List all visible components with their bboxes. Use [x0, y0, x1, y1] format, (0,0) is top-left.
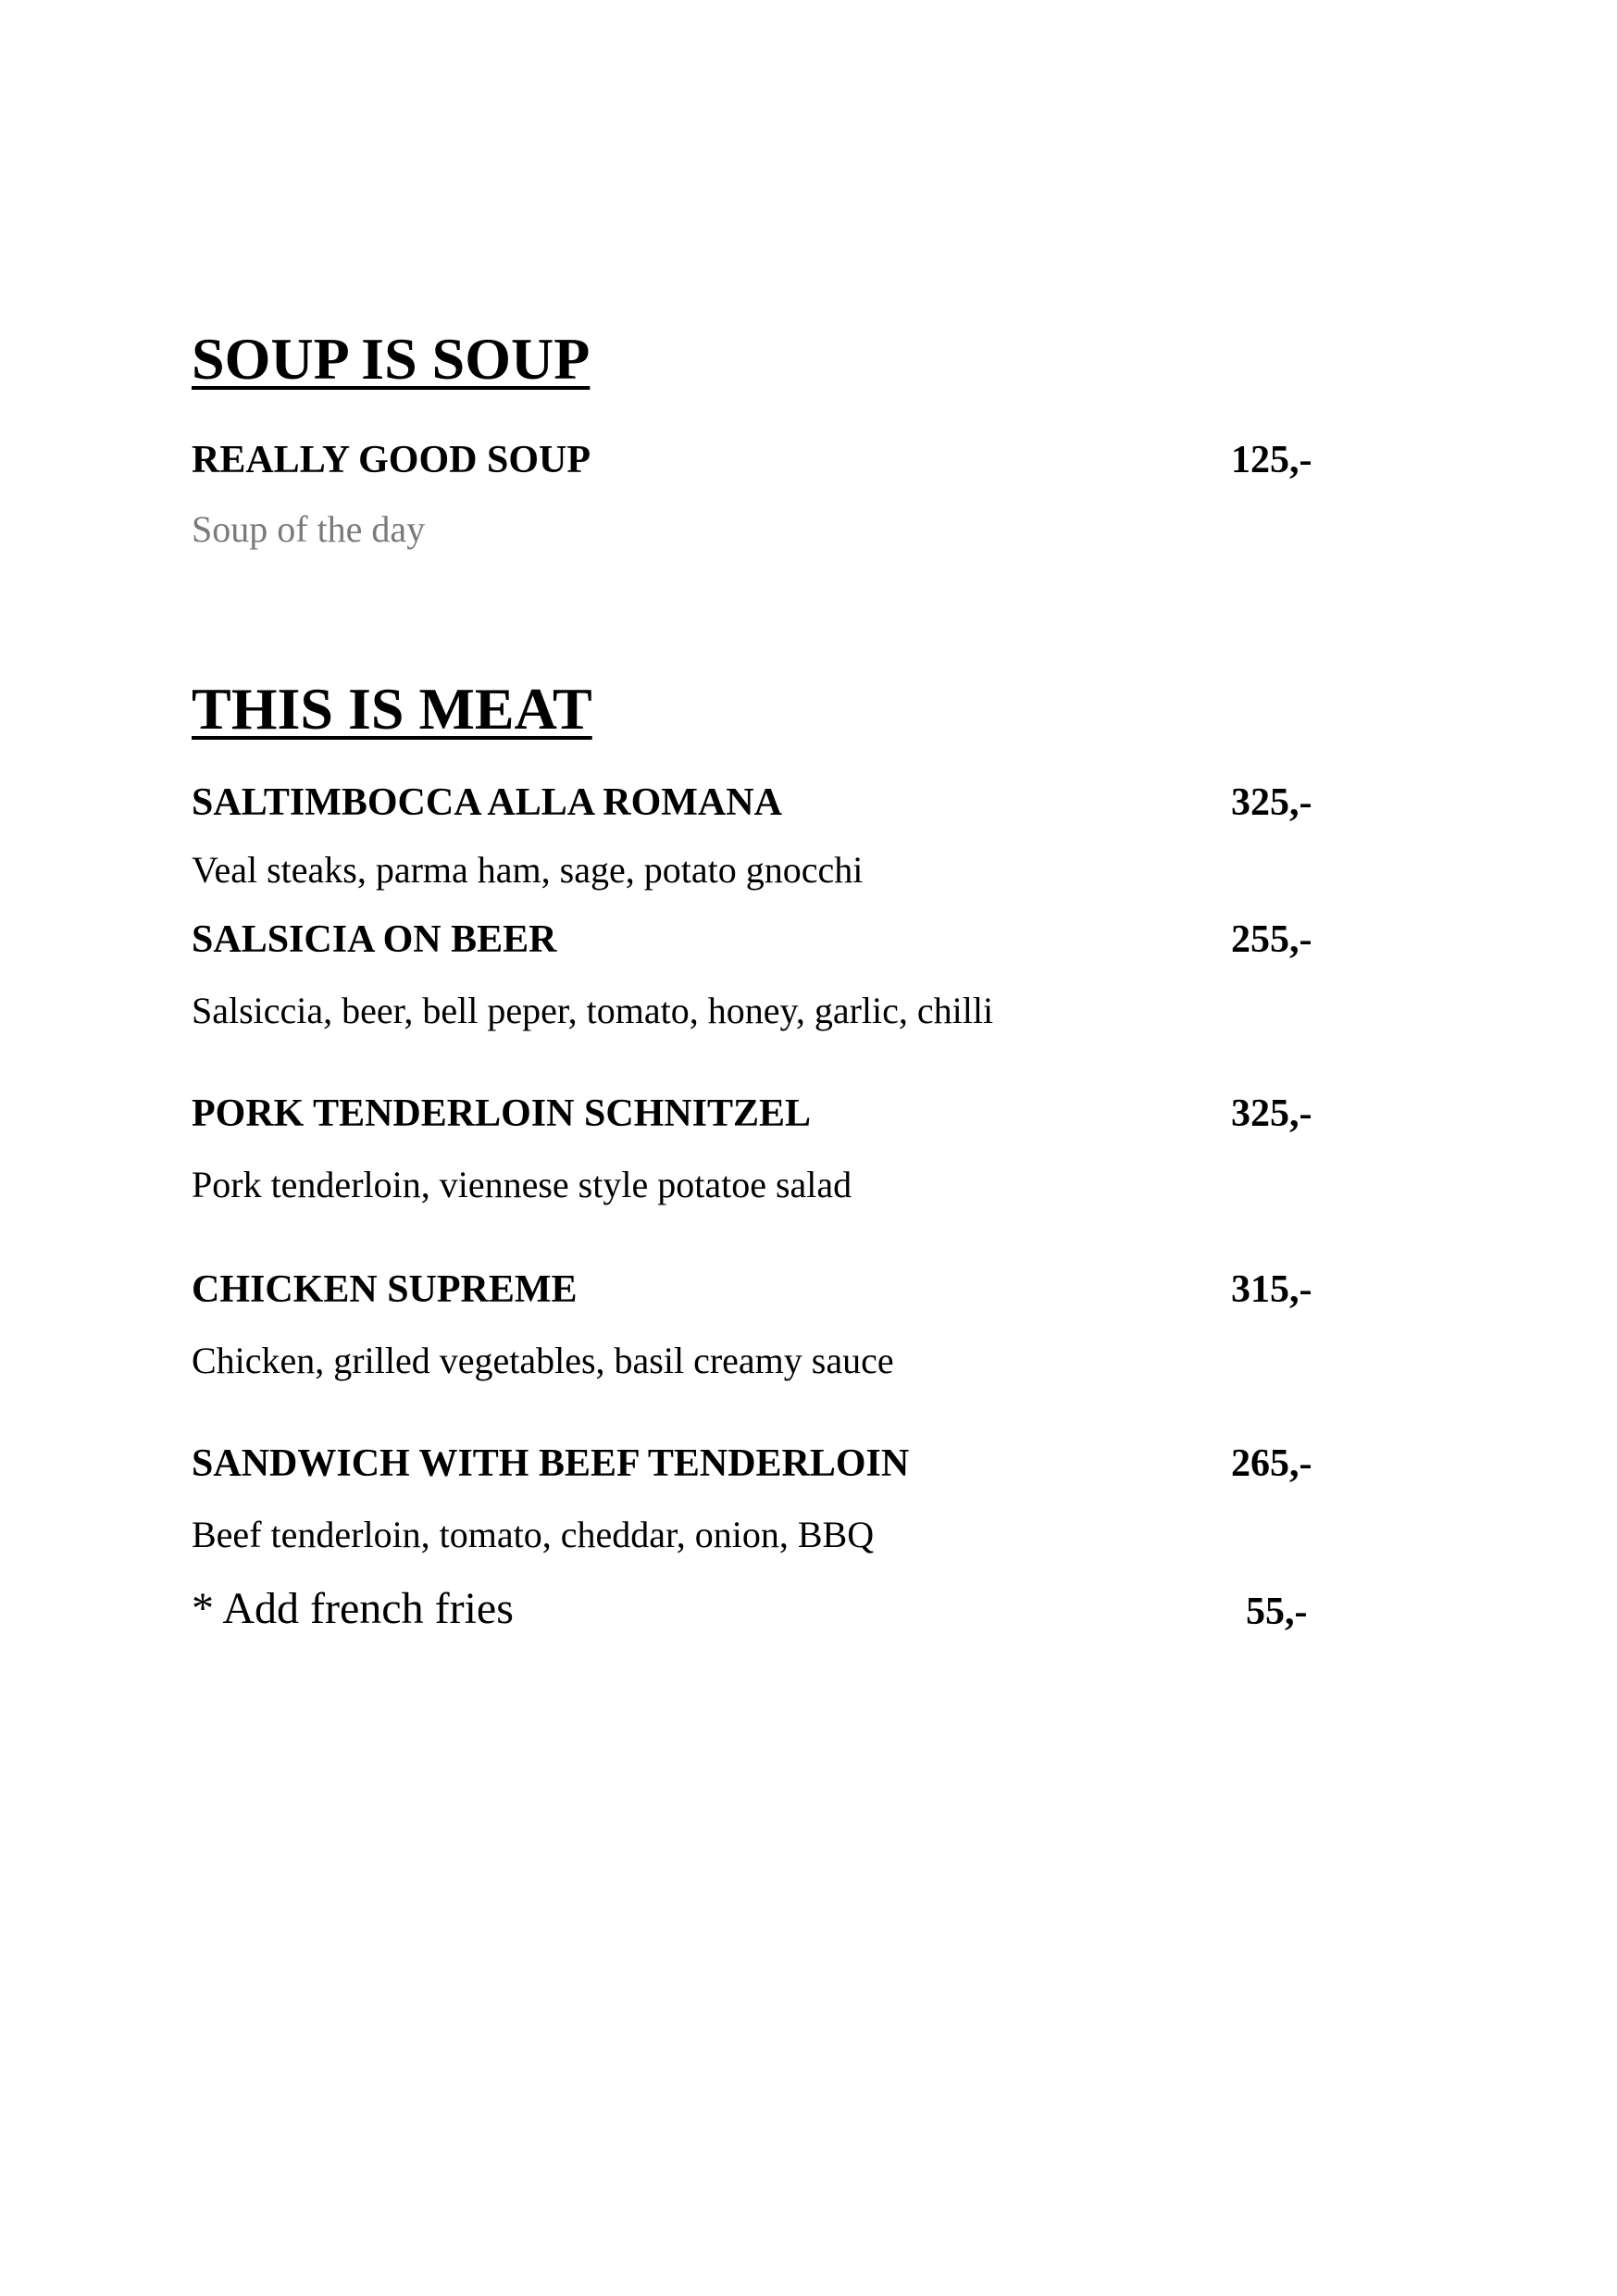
menu-item-description: Salsiccia, beer, bell peper, tomato, honey, garlic, chilli: [192, 990, 994, 1031]
menu-item-price: 125,-: [1231, 439, 1312, 481]
menu-item-description: Pork tenderloin, viennese style potatoe salad: [192, 1164, 852, 1205]
menu-item-name: CHICKEN SUPREME: [192, 1268, 578, 1311]
menu-item-description: Soup of the day: [192, 508, 426, 550]
menu-item-price: 315,-: [1231, 1268, 1312, 1311]
menu-item-name: SALSICIA ON BEER: [192, 918, 557, 961]
addon-label: * Add french fries: [192, 1584, 514, 1633]
menu-item-price: 325,-: [1231, 781, 1312, 824]
section-title-meat: THIS IS MEAT: [192, 676, 592, 742]
menu-item-description: Chicken, grilled vegetables, basil creamy sauce: [192, 1340, 894, 1381]
addon-price: 55,-: [1246, 1591, 1308, 1633]
menu-item-description: Veal steaks, parma ham, sage, potato gnocchi: [192, 849, 864, 891]
menu-item-price: 265,-: [1231, 1442, 1312, 1485]
menu-item-name: SALTIMBOCCA ALLA ROMANA: [192, 781, 782, 824]
menu-item-price: 325,-: [1231, 1092, 1312, 1135]
menu-item-name: REALLY GOOD SOUP: [192, 439, 591, 481]
menu-item-description: Beef tenderloin, tomato, cheddar, onion, BBQ: [192, 1514, 875, 1555]
menu-item-name: PORK TENDERLOIN SCHNITZEL: [192, 1092, 812, 1135]
menu-item-price: 255,-: [1231, 918, 1312, 961]
menu-item-name: SANDWICH WITH BEEF TENDERLOIN: [192, 1442, 910, 1485]
section-title-soup: SOUP IS SOUP: [192, 326, 591, 392]
